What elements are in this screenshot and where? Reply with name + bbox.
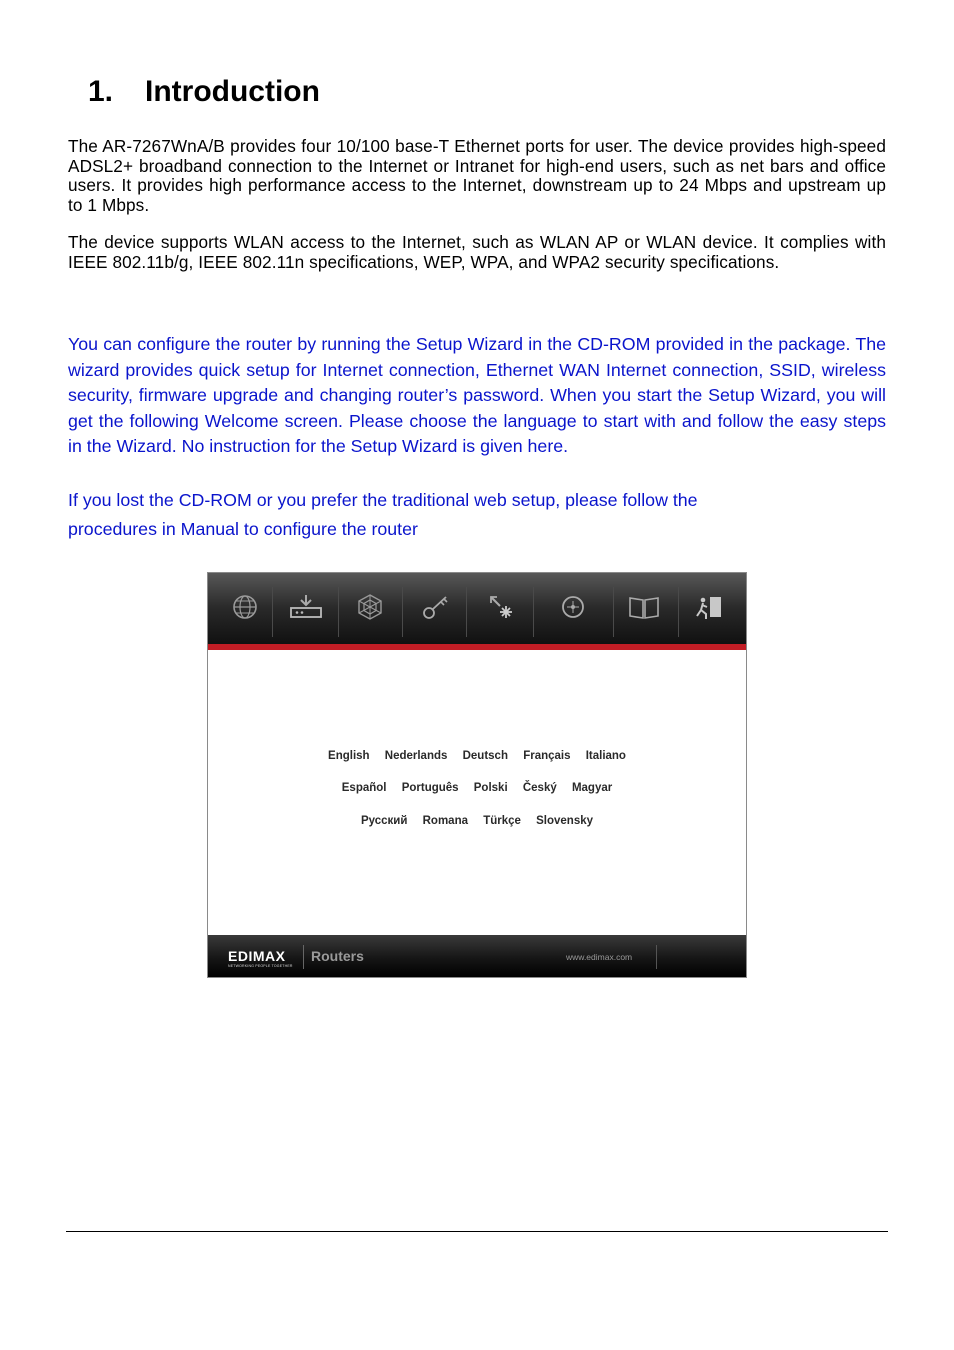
language-option-russian[interactable]: Русский: [360, 815, 408, 827]
language-option-nederlands[interactable]: Nederlands: [384, 750, 448, 762]
manual-note-line-2: procedures in Manual to configure the router: [68, 519, 418, 539]
section-title: Introduction: [145, 75, 320, 108]
language-option-slovensky[interactable]: Slovensky: [536, 815, 594, 827]
website-link[interactable]: www.edimax.com: [566, 952, 633, 962]
language-option-deutsch[interactable]: Deutsch: [462, 750, 508, 762]
exit-icon[interactable]: [689, 587, 729, 627]
wizard-red-band: [208, 644, 746, 650]
language-option-turkce[interactable]: Türkçe: [483, 815, 521, 827]
language-option-italiano[interactable]: Italiano: [585, 750, 626, 762]
router-icon[interactable]: [286, 587, 326, 627]
language-option-romana[interactable]: Romana: [422, 815, 468, 827]
manual-note-line-1: If you lost the CD-ROM or you prefer the traditional web setup, please follow the: [68, 490, 698, 510]
wizard-toolbar: [208, 573, 746, 649]
wand-icon[interactable]: [481, 587, 521, 627]
section-number: 1.: [88, 75, 114, 108]
language-option-polski[interactable]: Polski: [473, 782, 508, 794]
section-heading: [88, 70, 320, 114]
footer-divider: [66, 1231, 888, 1232]
language-row-2: [208, 782, 746, 794]
language-row-3: [208, 815, 746, 827]
edimax-logo: EDIMAX: [228, 948, 286, 964]
edimax-tagline: NETWORKING PEOPLE TOGETHER: [228, 964, 293, 968]
language-option-portugues[interactable]: Português: [401, 782, 459, 794]
language-option-magyar[interactable]: Magyar: [571, 782, 613, 794]
web-icon[interactable]: [350, 587, 390, 627]
setup-wizard-screenshot: [207, 572, 747, 978]
globe-icon[interactable]: [225, 587, 265, 627]
wizard-footer-bar: [208, 935, 746, 977]
compass-icon[interactable]: [553, 587, 593, 627]
setup-wizard-paragraph: You can configure the router by running the Setup Wizard in the CD-ROM provided in the package. The wizard provides quick setup for Internet connection, Ethernet WAN Internet connection, SSID, wireless security, firmware upgrade and changing router’s password. When you start the Setup Wizard, you will get the following Welcome screen. Please choose the language to start with and follow the easy steps in the Wizard. No instruction for the Setup Wizard is given here.: [68, 334, 886, 456]
key-icon[interactable]: [415, 587, 455, 627]
language-option-english[interactable]: English: [328, 750, 370, 762]
intro-paragraph-wlan: The device supports WLAN access to the Internet, such as WLAN AP or WLAN device. It complies with IEEE 802.11b/g, IEEE 802.11n specifications, WEP, WPA, and WPA2 security specifications.: [68, 232, 886, 272]
language-option-cesky[interactable]: Český: [522, 782, 557, 794]
intro-paragraph-ports: The AR-7267WnA/B provides four 10/100 base-T Ethernet ports for user. The device provides high-speed ADSL2+ broadband connection to the Internet or Intranet for high-end users, such as net bars and office users. It provides high performance access to the Internet, downstream up to 24 Mbps and upstream up to 1 Mbps.: [68, 136, 886, 215]
book-icon[interactable]: [624, 587, 664, 627]
language-option-espanol[interactable]: Español: [341, 782, 387, 794]
language-row-1: [208, 750, 746, 762]
product-label: Routers: [311, 948, 364, 964]
language-option-francais[interactable]: Français: [523, 750, 571, 762]
